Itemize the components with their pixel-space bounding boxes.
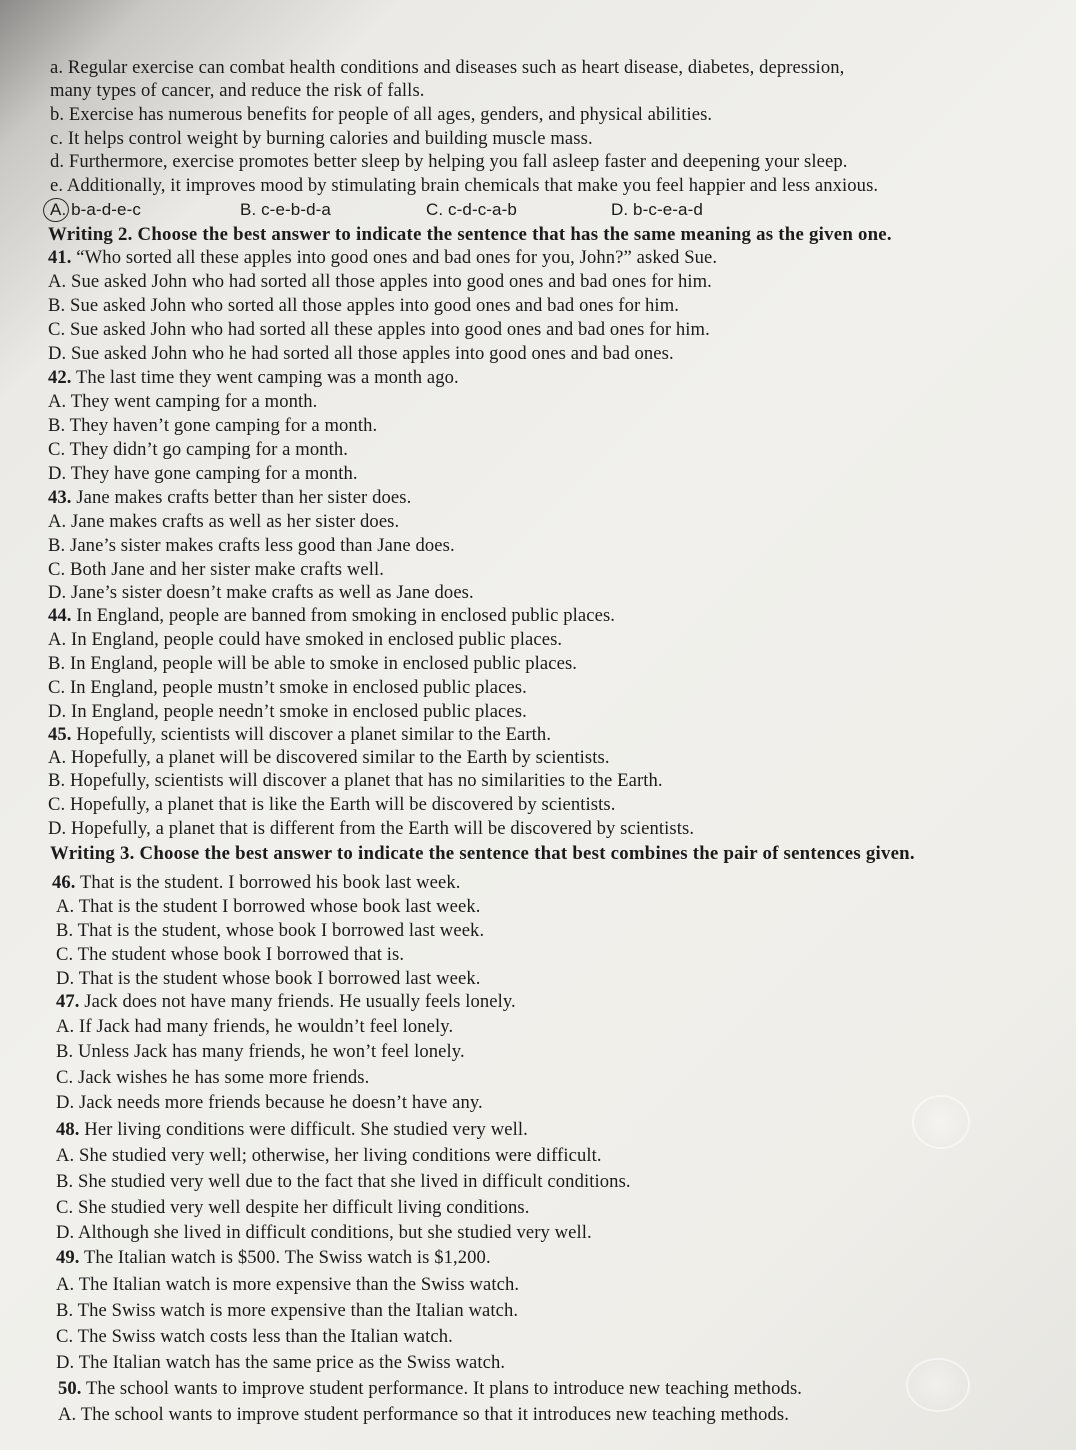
question-number: 41. bbox=[48, 247, 72, 268]
question-41 bbox=[48, 247, 717, 269]
question-47 bbox=[56, 991, 516, 1013]
ordering-option-b[interactable]: B. c-e-b-d-a bbox=[240, 200, 331, 219]
q42-option-c[interactable]: C. They didn’t go camping for a month. bbox=[48, 439, 349, 460]
q45-option-a[interactable]: A. Hopefully, a planet will be discovered similar to the Earth by scientists. bbox=[48, 747, 610, 768]
question-number: 50. bbox=[58, 1378, 82, 1399]
ordering-sentence-e: e. Additionally, it improves mood by stimulating brain chemicals that make you feel happier and less anxious. bbox=[50, 175, 879, 196]
question-number: 42. bbox=[48, 367, 72, 388]
question-number: 44. bbox=[48, 605, 72, 626]
question-number: 46. bbox=[52, 872, 76, 893]
q46-option-c[interactable]: C. The student whose book I borrowed that is. bbox=[56, 944, 405, 965]
q43-option-d[interactable]: D. Jane’s sister doesn’t make crafts as well as Jane does. bbox=[48, 582, 474, 603]
q44-option-a[interactable]: A. In England, people could have smoked in enclosed public places. bbox=[48, 629, 563, 650]
q50-option-a[interactable]: A. The school wants to improve student performance so that it introduces new teaching methods. bbox=[58, 1404, 789, 1425]
question-45 bbox=[48, 724, 551, 746]
question-number: 45. bbox=[48, 724, 72, 745]
question-prompt: The last time they went camping was a month ago. bbox=[75, 367, 459, 388]
ordering-option-c[interactable]: C. c-d-c-a-b bbox=[426, 200, 517, 219]
q45-option-d[interactable]: D. Hopefully, a planet that is different from the Earth will be discovered by scientists. bbox=[48, 818, 695, 839]
ordering-sentence-a: a. Regular exercise can combat health conditions and diseases such as heart disease, diabetes, depression, bbox=[50, 57, 845, 78]
q44-option-d[interactable]: D. In England, people needn’t smoke in enclosed public places. bbox=[48, 701, 527, 722]
question-number: 49. bbox=[56, 1247, 80, 1268]
q49-option-a[interactable]: A. The Italian watch is more expensive than the Swiss watch. bbox=[56, 1274, 520, 1295]
q49-option-c[interactable]: C. The Swiss watch costs less than the Italian watch. bbox=[56, 1326, 453, 1347]
q42-option-b[interactable]: B. They haven’t gone camping for a month. bbox=[48, 415, 378, 436]
question-49 bbox=[56, 1247, 491, 1269]
writing2-heading: Writing 2. Choose the best answer to indicate the sentence that has the same meaning as the given one. bbox=[48, 224, 892, 245]
q48-option-c[interactable]: C. She studied very well despite her difficult living conditions. bbox=[56, 1197, 530, 1218]
question-number: 43. bbox=[48, 487, 72, 508]
light-glare-decoration bbox=[912, 1095, 970, 1149]
question-number: 47. bbox=[56, 991, 80, 1012]
q49-option-b[interactable]: B. The Swiss watch is more expensive than the Italian watch. bbox=[56, 1300, 519, 1321]
light-glare-decoration bbox=[906, 1358, 970, 1412]
q49-option-d[interactable]: D. The Italian watch has the same price as the Swiss watch. bbox=[56, 1352, 506, 1373]
q44-option-c[interactable]: C. In England, people mustn’t smoke in enclosed public places. bbox=[48, 677, 527, 698]
question-prompt: The Italian watch is $500. The Swiss watch is $1,200. bbox=[83, 1247, 491, 1268]
q47-option-a[interactable]: A. If Jack had many friends, he wouldn’t feel lonely. bbox=[56, 1016, 454, 1037]
q45-option-c[interactable]: C. Hopefully, a planet that is like the Earth will be discovered by scientists. bbox=[48, 794, 616, 815]
q47-option-b[interactable]: B. Unless Jack has many friends, he won’t feel lonely. bbox=[56, 1041, 465, 1062]
question-number: 48. bbox=[56, 1119, 80, 1140]
q41-option-d[interactable]: D. Sue asked John who he had sorted all those apples into good ones and bad ones. bbox=[48, 343, 674, 364]
ordering-sentence-b: b. Exercise has numerous benefits for people of all ages, genders, and physical abilities. bbox=[50, 104, 713, 125]
q42-option-a[interactable]: A. They went camping for a month. bbox=[48, 391, 318, 412]
question-prompt: The school wants to improve student performance. It plans to introduce new teaching methods. bbox=[85, 1378, 803, 1399]
ordering-sentence-c: c. It helps control weight by burning calories and building muscle mass. bbox=[50, 128, 593, 149]
question-50 bbox=[58, 1378, 802, 1400]
question-48 bbox=[56, 1119, 528, 1141]
q41-option-c[interactable]: C. Sue asked John who had sorted all these apples into good ones and bad ones for him. bbox=[48, 319, 710, 340]
q43-option-c[interactable]: C. Both Jane and her sister make crafts well. bbox=[48, 559, 384, 580]
question-46 bbox=[52, 872, 460, 894]
q46-option-a[interactable]: A. That is the student I borrowed whose book last week. bbox=[56, 896, 481, 917]
question-prompt: In England, people are banned from smoking in enclosed public places. bbox=[76, 605, 616, 626]
ordering-sentence-a-cont: many types of cancer, and reduce the risk of falls. bbox=[50, 80, 425, 101]
question-prompt: “Who sorted all these apples into good ones and bad ones for you, John?” asked Sue. bbox=[76, 247, 718, 268]
q43-option-b[interactable]: B. Jane’s sister makes crafts less good than Jane does. bbox=[48, 535, 455, 556]
q45-option-b[interactable]: B. Hopefully, scientists will discover a planet that has no similarities to the Earth. bbox=[48, 770, 663, 791]
ordering-sentence-d: d. Furthermore, exercise promotes better sleep by helping you fall asleep faster and deepening your sleep. bbox=[50, 151, 848, 172]
q48-option-d[interactable]: D. Although she lived in difficult conditions, but she studied very well. bbox=[56, 1222, 592, 1243]
q41-option-b[interactable]: B. Sue asked John who sorted all those apples into good ones and bad ones for him. bbox=[48, 295, 679, 316]
question-44 bbox=[48, 605, 615, 627]
q43-option-a[interactable]: A. Jane makes crafts as well as her sister does. bbox=[48, 511, 400, 532]
ordering-option-d[interactable]: D. b-c-e-a-d bbox=[611, 200, 703, 219]
q44-option-b[interactable]: B. In England, people will be able to smoke in enclosed public places. bbox=[48, 653, 578, 674]
question-43 bbox=[48, 487, 411, 509]
q48-option-a[interactable]: A. She studied very well; otherwise, her living conditions were difficult. bbox=[56, 1145, 602, 1166]
q47-option-c[interactable]: C. Jack wishes he has some more friends. bbox=[56, 1067, 370, 1088]
question-prompt: Hopefully, scientists will discover a planet similar to the Earth. bbox=[76, 724, 552, 745]
q42-option-d[interactable]: D. They have gone camping for a month. bbox=[48, 463, 358, 484]
q46-option-b[interactable]: B. That is the student, whose book I borrowed last week. bbox=[56, 920, 485, 941]
ordering-option-a[interactable]: A. b-a-d-e-c bbox=[50, 200, 141, 219]
q48-option-b[interactable]: B. She studied very well due to the fact that she lived in difficult conditions. bbox=[56, 1171, 631, 1192]
q41-option-a[interactable]: A. Sue asked John who had sorted all those apples into good ones and bad ones for him. bbox=[48, 271, 712, 292]
question-42 bbox=[48, 367, 459, 389]
q46-option-d[interactable]: D. That is the student whose book I borrowed last week. bbox=[56, 968, 481, 989]
writing3-heading: Writing 3. Choose the best answer to indicate the sentence that best combines the pair of sentences given. bbox=[50, 843, 915, 864]
question-prompt: Jack does not have many friends. He usually feels lonely. bbox=[84, 991, 516, 1012]
question-prompt: Her living conditions were difficult. She studied very well. bbox=[84, 1119, 528, 1140]
question-prompt: Jane makes crafts better than her sister does. bbox=[76, 487, 412, 508]
question-prompt: That is the student. I borrowed his book last week. bbox=[79, 872, 461, 893]
q47-option-d[interactable]: D. Jack needs more friends because he doesn’t have any. bbox=[56, 1092, 483, 1113]
